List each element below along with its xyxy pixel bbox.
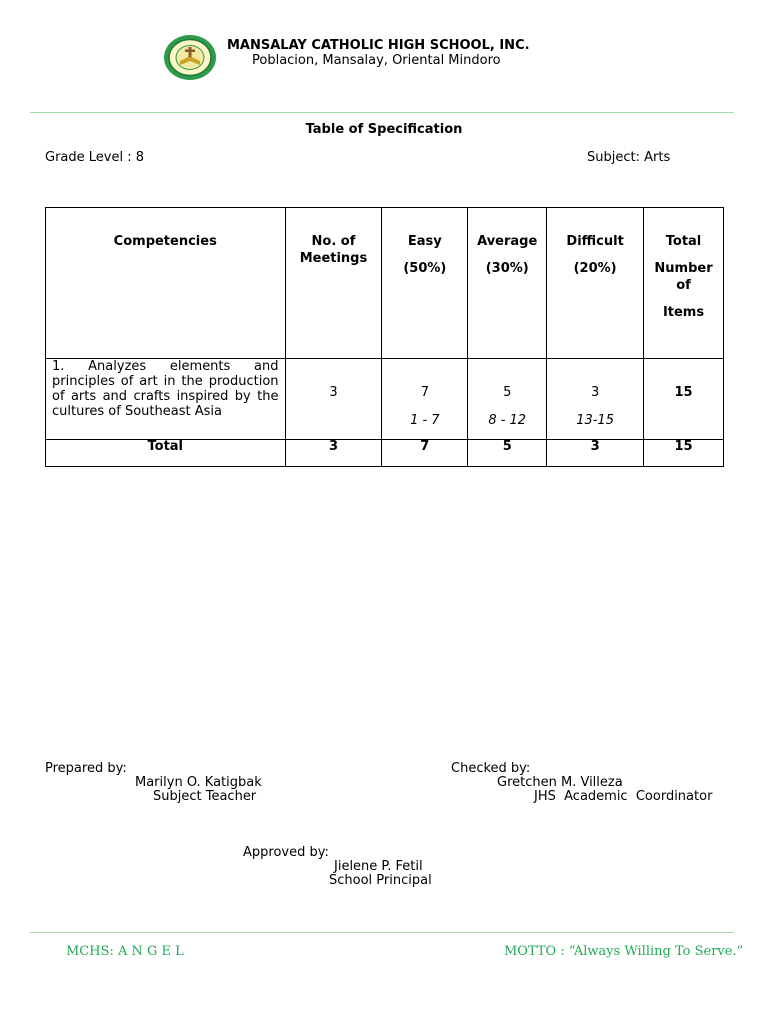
school-address: Poblacion, Mansalay, Oriental Mindoro	[252, 53, 501, 68]
checked-title: JHS Academic Coordinator	[534, 789, 713, 804]
header-difficult: Difficult (20%)	[547, 208, 644, 359]
approved-title: School Principal	[329, 873, 432, 888]
total-items: 15	[644, 440, 724, 467]
header-easy: Easy (50%)	[382, 208, 468, 359]
total-items-cell: 15	[644, 359, 724, 440]
difficult-cell: 3 13-15	[547, 359, 644, 440]
total-easy: 7	[382, 440, 468, 467]
school-seal-icon	[163, 34, 217, 81]
approved-label: Approved by:	[243, 845, 329, 860]
table-header-row	[46, 208, 724, 359]
average-cell: 5 8 - 12	[468, 359, 547, 440]
difficult-range: 13-15	[576, 413, 614, 428]
total-row	[46, 440, 724, 467]
total-label: Total	[46, 440, 286, 467]
table-row	[46, 359, 724, 440]
prepared-label: Prepared by:	[45, 761, 127, 776]
competency-cell: 1. Analyzes elements and principles of art in the production of arts and crafts inspired by the cultures of Southeast Asia	[46, 359, 286, 440]
footer-acronym: MCHS: A N G E L	[66, 944, 184, 959]
footer-divider	[30, 932, 734, 933]
average-range: 8 - 12	[488, 413, 527, 428]
easy-range: 1 - 7	[410, 413, 440, 428]
footer-motto: MOTTO : “Always Willing To Serve.”	[504, 944, 744, 959]
approved-name: Jielene P. Fetil	[334, 859, 423, 874]
total-meetings: 3	[285, 440, 382, 467]
subject-label: Subject: Arts	[587, 150, 671, 165]
specification-table	[45, 207, 724, 467]
prepared-title: Subject Teacher	[153, 789, 257, 804]
school-name: MANSALAY CATHOLIC HIGH SCHOOL, INC.	[227, 38, 530, 53]
header-divider	[30, 112, 734, 113]
prepared-name: Marilyn O. Katigbak	[135, 775, 262, 790]
document-title: Table of Specification	[305, 122, 463, 137]
checked-name: Gretchen M. Villeza	[497, 775, 623, 790]
total-average: 5	[468, 440, 547, 467]
header-average: Average (30%)	[468, 208, 547, 359]
easy-cell: 7 1 - 7	[382, 359, 468, 440]
header-meetings: No. of Meetings	[285, 208, 382, 359]
header-total-items: Total Number of Items	[644, 208, 724, 359]
grade-level: Grade Level : 8	[45, 150, 144, 165]
meetings-cell: 3	[285, 359, 382, 440]
checked-label: Checked by:	[451, 761, 531, 776]
header-competencies: Competencies	[46, 208, 286, 359]
total-difficult: 3	[547, 440, 644, 467]
